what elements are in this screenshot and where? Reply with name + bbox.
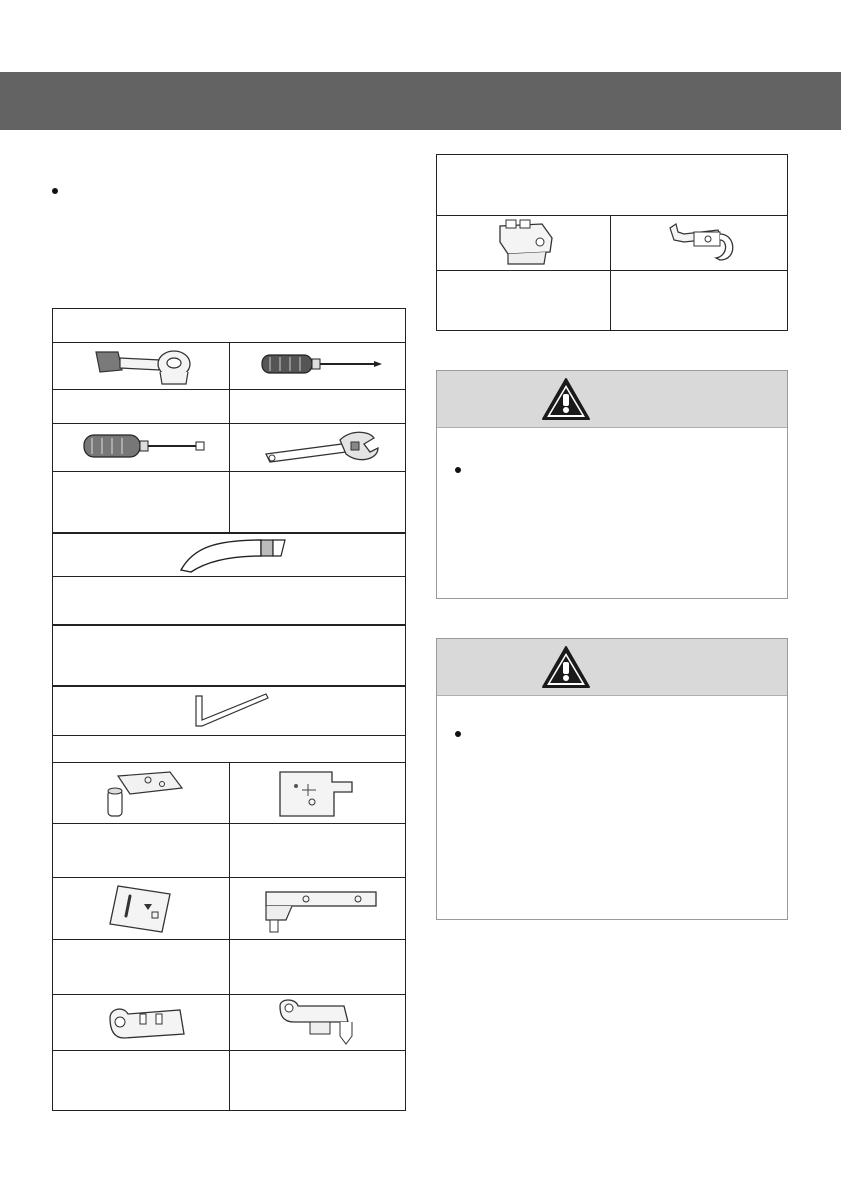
wrench-icon	[258, 426, 388, 468]
hinge-part-2-icon	[272, 766, 362, 820]
warning-1-bullet	[455, 467, 461, 473]
hinge-part-1-icon	[98, 766, 188, 820]
hinge-part-4-icon	[270, 996, 366, 1048]
allen-key-icon	[186, 688, 276, 732]
part-hook-icon	[664, 220, 744, 268]
flathead-screwdriver-icon	[80, 430, 210, 464]
warning-triangle-icon	[541, 645, 591, 689]
knife-icon	[175, 536, 290, 574]
screwdriver-icon	[256, 350, 386, 380]
socket-wrench-icon	[88, 344, 208, 388]
warning-box-2	[436, 638, 788, 920]
section-header-bar	[0, 72, 841, 130]
warning-2-bullet	[455, 731, 461, 737]
hinge-bracket-icon	[246, 884, 380, 936]
hinge-part-3-icon	[104, 1000, 190, 1044]
warning-box-1	[436, 370, 788, 599]
intro-bullet	[52, 188, 58, 194]
part-block-icon	[494, 218, 558, 268]
warning-band-1	[437, 371, 787, 428]
warning-triangle-icon	[541, 377, 591, 421]
warning-band-2	[437, 639, 787, 696]
hinge-plate-icon	[104, 880, 180, 936]
